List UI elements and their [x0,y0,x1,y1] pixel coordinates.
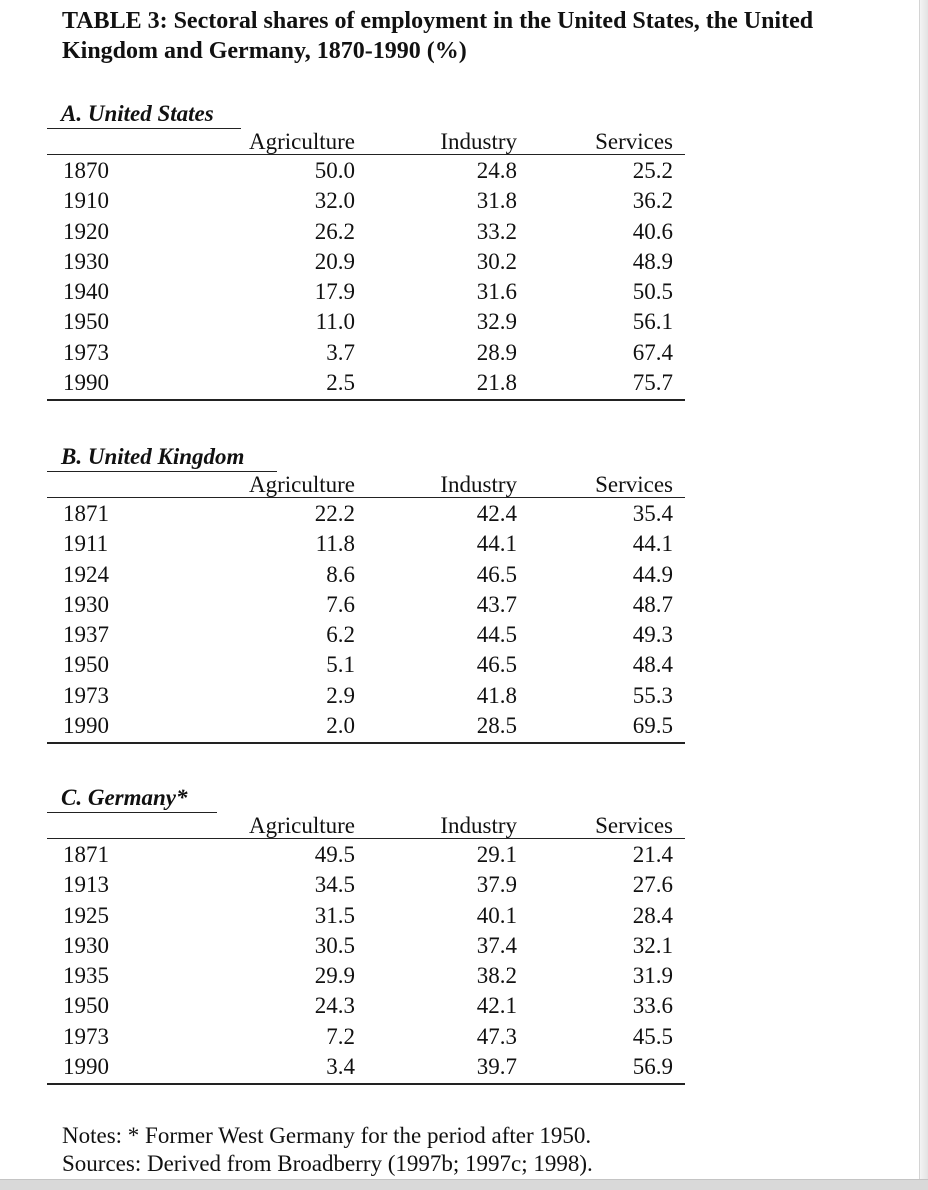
industry-cell: 39.7 [476,1053,517,1079]
year-cell: 1990 [63,712,109,738]
year-cell: 1930 [63,591,109,617]
window-right-edge [919,0,928,1180]
table-row [47,590,685,620]
table-row [47,961,685,991]
services-cell: 44.1 [632,531,673,557]
column-header-industry: Industry [440,129,517,154]
industry-cell: 31.6 [476,279,517,304]
table-body [47,499,685,741]
table-title: TABLE 3: Sectoral shares of employment in the United States, the United Kingdom and Germany, 1870-1990 (%) [62,8,814,64]
agriculture-cell: 6.2 [326,622,355,647]
services-cell: 75.7 [632,369,673,395]
table-row [47,1022,685,1052]
table-row [47,499,685,529]
year-cell: 1973 [63,1023,109,1049]
year-cell: 1940 [63,279,109,304]
table-row [47,186,685,216]
industry-cell: 37.4 [476,932,517,958]
year-cell: 1911 [63,531,109,557]
header-rule [47,154,685,155]
agriculture-cell: 3.7 [326,339,355,365]
panel-heading: A. United States [61,101,214,126]
services-cell: 32.1 [632,932,673,958]
industry-cell: 46.5 [476,561,517,587]
year-cell: 1973 [63,339,109,365]
industry-cell: 44.5 [476,622,517,647]
year-cell: 1920 [63,218,109,244]
table-row [47,711,685,741]
services-cell: 36.2 [632,188,673,214]
industry-cell: 28.5 [476,712,517,738]
data-table [47,129,685,400]
services-cell: 40.6 [632,218,673,244]
services-cell: 56.1 [632,309,673,335]
panel-heading: C. Germany* [61,785,188,810]
services-cell: 27.6 [632,872,673,898]
table-row [47,991,685,1021]
services-cell: 45.5 [632,1023,673,1049]
notes-line: Notes: * Former West Germany for the period after 1950. [62,1123,592,1148]
year-cell: 1871 [63,501,109,526]
services-cell: 48.4 [632,652,673,678]
table-row [47,560,685,590]
agriculture-cell: 3.4 [326,1053,355,1079]
year-cell: 1935 [63,963,109,988]
agriculture-cell: 2.9 [326,682,355,708]
year-cell: 1990 [63,1053,109,1079]
services-cell: 50.5 [632,279,673,304]
agriculture-cell: 2.0 [326,712,355,738]
year-cell: 1950 [63,652,109,678]
agriculture-cell: 2.5 [326,369,355,395]
year-cell: 1925 [63,902,109,928]
table-row [47,338,685,368]
services-cell: 69.5 [632,712,673,738]
year-cell: 1973 [63,682,109,708]
services-cell: 56.9 [632,1053,673,1079]
year-cell: 1930 [63,932,109,958]
table-row [47,307,685,337]
industry-cell: 46.5 [476,652,517,678]
panel-heading-rule [47,97,241,129]
panel-heading: B. United Kingdom [61,444,245,469]
agriculture-cell: 11.8 [315,531,355,557]
table-row [47,840,685,870]
table-row [47,620,685,650]
services-cell: 21.4 [632,842,673,867]
agriculture-cell: 17.9 [314,279,355,304]
year-cell: 1913 [63,872,109,898]
bottom-rule [47,1083,685,1085]
industry-cell: 43.7 [476,591,517,617]
column-header-services: Services [595,129,673,154]
industry-cell: 32.9 [476,309,517,335]
column-header-services: Services [595,472,673,497]
industry-cell: 28.9 [476,339,517,365]
industry-cell: 44.1 [476,531,517,557]
agriculture-cell: 32.0 [314,188,355,214]
bottom-rule [47,399,685,401]
year-cell: 1950 [63,993,109,1019]
agriculture-cell: 34.5 [314,872,355,898]
data-table [47,472,685,743]
table-row [47,368,685,398]
industry-cell: 33.2 [476,218,517,244]
industry-cell: 31.8 [476,188,517,214]
services-cell: 33.6 [632,993,673,1019]
agriculture-cell: 26.2 [314,218,355,244]
column-header-services: Services [595,813,673,838]
agriculture-cell: 30.5 [314,932,355,958]
data-table [47,813,685,1084]
column-header-industry: Industry [440,472,517,497]
sources-line: Sources: Derived from Broadberry (1997b; 1997c; 1998). [62,1151,593,1176]
agriculture-cell: 11.0 [315,309,355,335]
services-cell: 25.2 [632,158,673,183]
agriculture-cell: 49.5 [314,842,355,867]
agriculture-cell: 5.1 [326,652,355,678]
services-cell: 67.4 [632,339,673,365]
column-header-industry: Industry [440,813,517,838]
year-cell: 1930 [63,248,109,274]
agriculture-cell: 8.6 [326,561,355,587]
services-cell: 28.4 [632,902,673,928]
table-body [47,840,685,1082]
industry-cell: 24.8 [476,158,517,183]
industry-cell: 40.1 [476,902,517,928]
table-row [47,277,685,307]
industry-cell: 42.4 [476,501,517,526]
panel-heading-rule [47,781,217,813]
industry-cell: 21.8 [476,369,517,395]
year-cell: 1990 [63,369,109,395]
industry-cell: 29.1 [476,842,517,867]
agriculture-cell: 29.9 [314,963,355,988]
table-row [47,681,685,711]
services-cell: 49.3 [632,622,673,647]
services-cell: 31.9 [632,963,673,988]
year-cell: 1871 [63,842,109,867]
table-row [47,650,685,680]
services-cell: 48.9 [632,248,673,274]
header-rule [47,497,685,498]
table-row [47,931,685,961]
industry-cell: 41.8 [476,682,517,708]
column-header-agriculture: Agriculture [248,813,355,838]
year-cell: 1870 [63,158,109,183]
table-row [47,901,685,931]
year-cell: 1937 [63,622,109,647]
agriculture-cell: 31.5 [314,902,355,928]
column-header-agriculture: Agriculture [248,472,355,497]
agriculture-cell: 50.0 [314,158,355,183]
year-cell: 1950 [63,309,109,335]
agriculture-cell: 7.6 [326,591,355,617]
notes [62,1122,882,1178]
header-rule [47,838,685,839]
window-bottom-edge [0,1179,928,1190]
panel-heading-rule [47,440,277,472]
year-cell: 1910 [63,188,109,214]
year-cell: 1924 [63,561,109,587]
table-row [47,156,685,186]
table-row [47,217,685,247]
table-row [47,870,685,900]
table-body [47,156,685,398]
bottom-rule [47,742,685,744]
services-cell: 55.3 [632,682,673,708]
industry-cell: 38.2 [476,963,517,988]
column-header-agriculture: Agriculture [248,129,355,154]
agriculture-cell: 22.2 [314,501,355,526]
services-cell: 48.7 [632,591,673,617]
table-row [47,529,685,559]
industry-cell: 47.3 [476,1023,517,1049]
table-row [47,247,685,277]
industry-cell: 37.9 [476,872,517,898]
agriculture-cell: 20.9 [314,248,355,274]
industry-cell: 30.2 [476,248,517,274]
table-row [47,1052,685,1082]
services-cell: 44.9 [632,561,673,587]
agriculture-cell: 24.3 [314,993,355,1019]
industry-cell: 42.1 [476,993,517,1019]
services-cell: 35.4 [632,501,673,526]
agriculture-cell: 7.2 [326,1023,355,1049]
